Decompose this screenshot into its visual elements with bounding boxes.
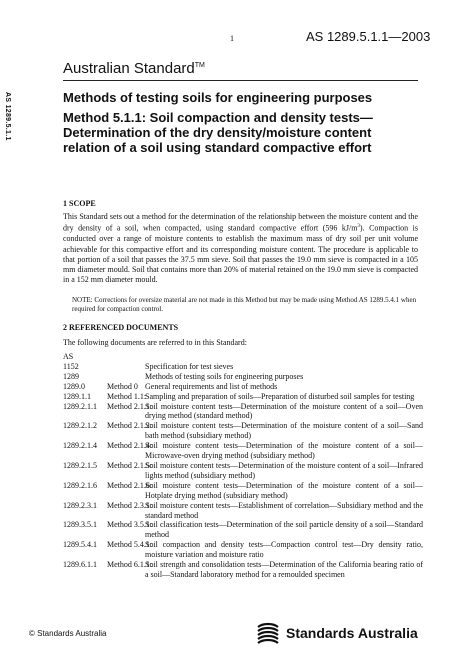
reference-method: Method 2.1.4:	[107, 441, 153, 451]
reference-method: Method 3.5.1:	[107, 520, 153, 530]
reference-row	[63, 392, 423, 402]
page-number: 1	[230, 34, 234, 43]
reference-prefix: AS	[63, 352, 74, 361]
reference-title: Soil compaction and density tests—Compaction control test—Dry density ratio, moisture variation and moisture ratio	[145, 540, 423, 560]
document-code: AS 1289.5.1.1—2003	[306, 29, 431, 44]
reference-row	[63, 372, 423, 382]
reference-number: 1289.2.3.1	[63, 500, 97, 510]
reference-row	[63, 481, 423, 501]
method-title: Method 5.1.1: Soil compaction and density tests—Determination of the dry density/moisture content relation of a soil using standard compactive effort	[63, 110, 373, 155]
scope-superscript: 3	[357, 224, 360, 230]
reference-list	[63, 352, 423, 580]
reference-title: Soil moisture content tests—Determination of the moisture content of a soil—Hotplate drying method (subsidiary method)	[145, 480, 423, 500]
reference-method: Method 0	[107, 381, 138, 391]
series-title: Methods of testing soils for engineering purposes	[63, 90, 373, 105]
side-document-code: AS 1289.5.1.1	[4, 92, 11, 141]
reference-number: 1289.2.1.2	[63, 421, 97, 431]
reference-number: 1289.2.1.1	[63, 401, 97, 411]
trademark-mark: TM	[194, 62, 205, 69]
reference-number: 1289.6.1.1	[63, 560, 97, 570]
reference-method: Method 2.1.5:	[107, 460, 153, 470]
scope-text-part1: This Standard sets out a method for the determination of the relationship between the moisture content and the dry density of a soil, when compacted, using standard compactive effort (596 kJ/m	[63, 212, 418, 233]
reference-method: Method 2.3.1:	[107, 500, 153, 510]
reference-row	[63, 540, 423, 560]
standards-australia-logo	[255, 622, 418, 644]
reference-number: 1152	[63, 361, 79, 371]
reference-title: Soil moisture content tests—Establishment of correlation—Subsidiary method and the standard method	[145, 500, 423, 520]
references-intro: The following documents are referred to in this Standard:	[63, 338, 247, 347]
brand-line	[63, 60, 205, 77]
scope-note: NOTE: Corrections for oversize material are not made in this Method but may be made using Method AS 1289.5.4.1 when required for compaction control.	[72, 296, 417, 313]
reference-title: Soil moisture content tests—Determination of the moisture content of a soil—Microwave-oven drying method (subsidiary method)	[145, 441, 423, 461]
reference-row	[63, 362, 423, 372]
reference-method	[107, 362, 145, 372]
brand-name: Australian Standard	[63, 60, 195, 77]
reference-row	[63, 382, 423, 392]
reference-row	[63, 461, 423, 481]
reference-number: 1289	[63, 371, 79, 381]
reference-number: 1289.2.1.4	[63, 441, 97, 451]
standards-australia-emblem-icon	[255, 622, 281, 644]
reference-method: Method 6.1.1:	[107, 560, 153, 570]
reference-title: Sampling and preparation of soils—Preparation of disturbed soil samples for testing	[145, 391, 415, 401]
scope-paragraph	[63, 212, 418, 286]
reference-number: 1289.1.1	[63, 391, 91, 401]
reference-title: Soil moisture content tests—Determination of the moisture content of a soil—Oven drying method (standard method)	[145, 401, 423, 421]
reference-number: 1289.2.1.5	[63, 460, 97, 470]
logo-wordmark: Standards Australia	[286, 625, 418, 641]
reference-row	[63, 402, 423, 422]
references-heading: 2 REFERENCED DOCUMENTS	[63, 323, 179, 332]
reference-method: Method 2.1.2:	[107, 421, 153, 431]
reference-title: Soil classification tests—Determination of the soil particle density of a soil—Standard method	[145, 520, 423, 540]
reference-title: Specification for test sieves	[145, 361, 234, 371]
reference-row	[63, 560, 423, 580]
scope-text-part2: ). Compaction is conducted over a range of moisture contents to establish the maximum mass of dry soil per unit volume achievable for this compactive effort and its corresponding moisture content. The procedure is applicable to that portion of a soil that passes the 37.5 mm sieve. Soil that passes the 19.0 mm sieve is compacted in a 105 mm diameter mould. Soil that contains more than 20% of material retained on the 19.0 mm sieve is compacted in a 152 mm diameter mould.	[63, 223, 418, 285]
reference-number: 1289.2.1.6	[63, 480, 97, 490]
reference-number: 1289.0	[63, 381, 85, 391]
reference-row	[63, 501, 423, 521]
reference-method: Method 1.1:	[107, 391, 147, 401]
scope-heading: 1 SCOPE	[63, 199, 96, 208]
reference-title: General requirements and list of methods	[145, 381, 278, 391]
reference-title: Soil strength and consolidation tests—Determination of the California bearing ratio of a soil—Standard laboratory method for a remoulded specimen	[145, 560, 423, 579]
reference-row	[63, 421, 423, 441]
reference-title: Soil moisture content tests—Determination of the moisture content of a soil—Sand bath method (subsidiary method)	[145, 421, 423, 441]
header-rule	[63, 80, 418, 81]
copyright-notice: © Standards Australia	[29, 629, 107, 638]
reference-method	[107, 372, 145, 382]
reference-method: Method 2.1.1:	[107, 401, 153, 411]
reference-title: Methods of testing soils for engineering purposes	[145, 371, 304, 381]
reference-method: Method 5.4.1:	[107, 540, 153, 550]
reference-row	[63, 441, 423, 461]
reference-title: Soil moisture content tests—Determination of the moisture content of a soil—Infrared lights method (subsidiary method)	[145, 460, 423, 480]
reference-row	[63, 520, 423, 540]
reference-number: 1289.3.5.1	[63, 520, 97, 530]
reference-method: Method 2.1.6:	[107, 480, 153, 490]
reference-number: 1289.5.4.1	[63, 540, 97, 550]
